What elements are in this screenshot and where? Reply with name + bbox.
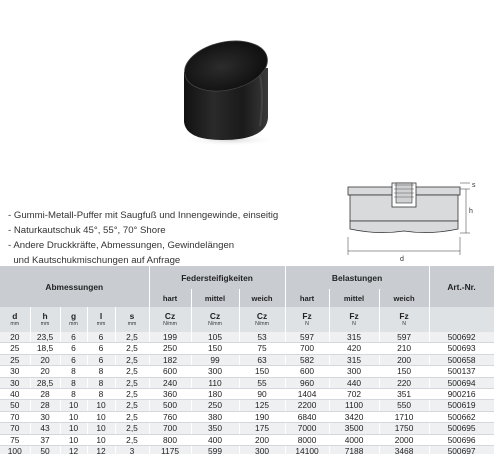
table-cell: 420 <box>329 343 379 354</box>
table-cell: 30 <box>30 411 60 422</box>
table-cell: 702 <box>329 389 379 400</box>
table-row <box>0 332 494 343</box>
table-cell: 2000 <box>379 434 429 445</box>
column-unit: N <box>402 321 406 327</box>
table-cell: 43 <box>30 423 60 434</box>
column-header <box>60 307 87 332</box>
table-cell: 597 <box>379 332 429 343</box>
column-unit: mm <box>96 321 106 327</box>
column-unit: mm <box>69 321 78 327</box>
table-cell: 75 <box>239 343 285 354</box>
table-cell: 8 <box>60 389 87 400</box>
table-cell: 10 <box>60 411 87 422</box>
table-cell: 200 <box>239 434 285 445</box>
table-cell: 2200 <box>285 400 329 411</box>
table-cell: 500692 <box>429 332 494 343</box>
table-cell: 8 <box>60 377 87 388</box>
table-cell: 3 <box>115 446 149 454</box>
table-body <box>0 332 494 454</box>
table-cell: 1710 <box>379 411 429 422</box>
table-cell: 70 <box>0 423 30 434</box>
table-cell: 700 <box>285 343 329 354</box>
table-cell: 6 <box>87 332 115 343</box>
feature-list <box>8 208 328 268</box>
subheader-medium: mittel <box>191 289 239 307</box>
column-symbol: d <box>12 311 18 321</box>
table-cell: 14100 <box>285 446 329 454</box>
table-cell: 40 <box>0 389 30 400</box>
table-cell: 7000 <box>285 423 329 434</box>
table-cell: 2,5 <box>115 411 149 422</box>
table-cell: 10 <box>87 434 115 445</box>
table-cell: 30 <box>0 366 30 377</box>
table-cell: 6 <box>60 343 87 354</box>
table-cell: 6 <box>60 332 87 343</box>
column-symbol: Fz <box>399 311 409 321</box>
table-row <box>0 354 494 365</box>
table-cell: 1750 <box>379 423 429 434</box>
table-cell: 50 <box>0 400 30 411</box>
drawing-label-s: s <box>472 182 476 189</box>
table-cell: 500693 <box>429 343 494 354</box>
column-symbol: Cz <box>256 311 268 321</box>
table-cell: 70 <box>0 411 30 422</box>
column-unit: N <box>352 321 356 327</box>
table-cell: 500 <box>149 400 191 411</box>
table-row <box>0 446 494 454</box>
table-cell: 300 <box>329 366 379 377</box>
table-cell: 20 <box>0 332 30 343</box>
table-cell: 7188 <box>329 446 379 454</box>
table-cell: 150 <box>239 366 285 377</box>
table-cell: 182 <box>149 354 191 365</box>
subheader-soft: weich <box>239 289 285 307</box>
column-header <box>30 307 60 332</box>
table-cell: 250 <box>191 400 239 411</box>
column-unit: mm <box>10 321 20 327</box>
header-article-number: Art.-Nr. <box>429 266 494 307</box>
table-cell: 90 <box>239 389 285 400</box>
subheader-hard: hart <box>285 289 329 307</box>
column-symbol: g <box>70 311 77 321</box>
subheader-soft: weich <box>379 289 429 307</box>
table-row <box>0 389 494 400</box>
table-cell: 8 <box>87 366 115 377</box>
column-symbol: s <box>129 311 135 321</box>
table-cell: 240 <box>149 377 191 388</box>
table-cell: 350 <box>191 423 239 434</box>
table-row <box>0 411 494 422</box>
column-header <box>0 307 30 332</box>
table-cell: 582 <box>285 354 329 365</box>
feature-item: - Gummi-Metall-Puffer mit Saugfuß und Innengewinde, einseitig <box>8 210 279 221</box>
table-cell: 105 <box>191 332 239 343</box>
header-spring-rates: Federsteifigkeiten <box>149 266 285 289</box>
table-cell: 10 <box>60 434 87 445</box>
table-cell: 10 <box>60 400 87 411</box>
table-cell: 28 <box>30 400 60 411</box>
table-cell: 10 <box>87 411 115 422</box>
table-cell: 2,5 <box>115 377 149 388</box>
table-cell: 10 <box>87 423 115 434</box>
column-header <box>379 307 429 332</box>
table-cell: 150 <box>379 366 429 377</box>
table-cell: 75 <box>0 434 30 445</box>
table-cell: 4000 <box>329 434 379 445</box>
column-header <box>191 307 239 332</box>
table-cell: 8 <box>87 377 115 388</box>
subheader-medium: mittel <box>329 289 379 307</box>
table-row <box>0 377 494 388</box>
table-cell: 597 <box>285 332 329 343</box>
table-cell: 315 <box>329 354 379 365</box>
table-cell: 1100 <box>329 400 379 411</box>
table-cell: 1404 <box>285 389 329 400</box>
subheader-hard: hart <box>149 289 191 307</box>
table-cell: 6840 <box>285 411 329 422</box>
table-cell: 351 <box>379 389 429 400</box>
column-header-row <box>0 307 494 332</box>
table-cell: 600 <box>149 366 191 377</box>
table-cell: 12 <box>87 446 115 454</box>
table-cell: 800 <box>149 434 191 445</box>
table-cell: 125 <box>239 400 285 411</box>
header-dimensions: Abmessungen <box>0 266 149 307</box>
column-header <box>87 307 115 332</box>
table-cell: 300 <box>239 446 285 454</box>
table-row <box>0 400 494 411</box>
header-loads: Belastungen <box>285 266 429 289</box>
column-header <box>239 307 285 332</box>
table-cell: 6 <box>87 354 115 365</box>
table-cell: 20 <box>30 354 60 365</box>
table-cell: 500658 <box>429 354 494 365</box>
column-header <box>329 307 379 332</box>
column-header <box>285 307 329 332</box>
table-cell: 400 <box>191 434 239 445</box>
column-header-empty <box>429 307 494 332</box>
table-cell: 25 <box>0 343 30 354</box>
column-symbol: Cz <box>209 311 221 321</box>
column-symbol: Fz <box>302 311 312 321</box>
table-cell: 2,5 <box>115 434 149 445</box>
table-cell: 500695 <box>429 423 494 434</box>
table-cell: 190 <box>239 411 285 422</box>
table-row <box>0 366 494 377</box>
table-cell: 500697 <box>429 446 494 454</box>
rubber-buffer-image <box>170 36 280 148</box>
table-cell: 28,5 <box>30 377 60 388</box>
table-cell: 100 <box>0 446 30 454</box>
table-cell: 55 <box>239 377 285 388</box>
table-row <box>0 343 494 354</box>
table-cell: 3500 <box>329 423 379 434</box>
column-unit: mm <box>127 321 137 327</box>
table-cell: 220 <box>379 377 429 388</box>
column-symbol: Cz <box>164 311 176 321</box>
table-cell: 63 <box>239 354 285 365</box>
table-cell: 760 <box>149 411 191 422</box>
table-cell: 2,5 <box>115 400 149 411</box>
table-cell: 8 <box>87 389 115 400</box>
drawing-label-d: d <box>400 256 404 263</box>
table-cell: 6 <box>87 343 115 354</box>
table-cell: 500694 <box>429 377 494 388</box>
table-cell: 2,5 <box>115 366 149 377</box>
table-cell: 550 <box>379 400 429 411</box>
feature-item: und Kautschukmischungen auf Anfrage <box>8 255 181 266</box>
table-cell: 53 <box>239 332 285 343</box>
feature-item: - Naturkautschuk 45°, 55°, 70° Shore <box>8 225 166 236</box>
table-cell: 10 <box>60 423 87 434</box>
column-symbol: Fz <box>349 311 359 321</box>
column-unit: N/mm <box>163 321 177 327</box>
table-cell: 10 <box>87 400 115 411</box>
table-cell: 30 <box>0 377 30 388</box>
table-cell: 250 <box>149 343 191 354</box>
table-cell: 180 <box>191 389 239 400</box>
table-cell: 3468 <box>379 446 429 454</box>
table-cell: 300 <box>191 366 239 377</box>
table-cell: 20 <box>30 366 60 377</box>
table-cell: 500696 <box>429 434 494 445</box>
table-cell: 12 <box>60 446 87 454</box>
column-unit: N <box>305 321 309 327</box>
table-cell: 500662 <box>429 411 494 422</box>
column-symbol: l <box>99 311 103 321</box>
table-cell: 110 <box>191 377 239 388</box>
column-header <box>149 307 191 332</box>
table-cell: 8000 <box>285 434 329 445</box>
table-cell: 599 <box>191 446 239 454</box>
table-cell: 18,5 <box>30 343 60 354</box>
table-cell: 900216 <box>429 389 494 400</box>
table-cell: 99 <box>191 354 239 365</box>
specification-table <box>0 266 494 454</box>
table-cell: 200 <box>379 354 429 365</box>
table-cell: 6 <box>60 354 87 365</box>
table-row <box>0 423 494 434</box>
table-cell: 2,5 <box>115 389 149 400</box>
column-unit: N/mm <box>255 321 269 327</box>
table-cell: 2,5 <box>115 423 149 434</box>
table-cell: 25 <box>0 354 30 365</box>
table-cell: 50 <box>30 446 60 454</box>
table-cell: 210 <box>379 343 429 354</box>
table-cell: 37 <box>30 434 60 445</box>
column-unit: N/mm <box>208 321 222 327</box>
table-cell: 2,5 <box>115 332 149 343</box>
table-cell: 600 <box>285 366 329 377</box>
table-cell: 2,5 <box>115 343 149 354</box>
table-cell: 500619 <box>429 400 494 411</box>
table-cell: 199 <box>149 332 191 343</box>
table-cell: 360 <box>149 389 191 400</box>
table-cell: 150 <box>191 343 239 354</box>
table-cell: 315 <box>329 332 379 343</box>
table-cell: 3420 <box>329 411 379 422</box>
table-cell: 2,5 <box>115 354 149 365</box>
table-cell: 1175 <box>149 446 191 454</box>
feature-item: - Andere Druckkräfte, Abmessungen, Gewindelängen <box>8 240 235 251</box>
table-row <box>0 434 494 445</box>
table-cell: 500137 <box>429 366 494 377</box>
column-symbol: h <box>42 311 48 321</box>
table-cell: 960 <box>285 377 329 388</box>
table-cell: 175 <box>239 423 285 434</box>
table-cell: 380 <box>191 411 239 422</box>
drawing-label-h: h <box>469 208 473 215</box>
table-cell: 440 <box>329 377 379 388</box>
technical-drawing <box>338 175 478 263</box>
column-header <box>115 307 149 332</box>
table-cell: 28 <box>30 389 60 400</box>
table-cell: 8 <box>60 366 87 377</box>
table-cell: 23,5 <box>30 332 60 343</box>
table-cell: 700 <box>149 423 191 434</box>
column-unit: mm <box>40 321 50 327</box>
